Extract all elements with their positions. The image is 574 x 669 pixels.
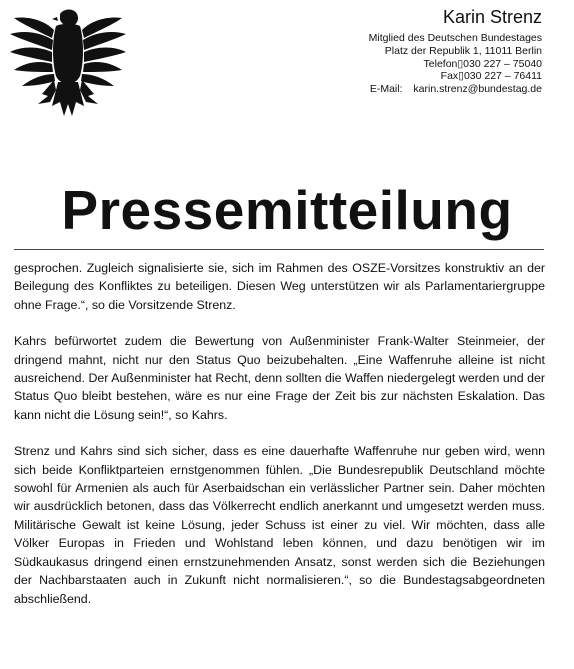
title-divider [14,249,544,250]
sender-fax: Fax▯030 227 – 76411 [440,70,542,83]
federal-eagle-icon [7,6,129,124]
email-address[interactable]: karin.strenz@bundestag.de [413,83,542,96]
document-body [14,259,545,626]
sender-phone: Telefon▯030 227 – 75040 [423,57,542,70]
body-paragraph: Strenz und Kahrs sind sich sicher, dass es eine dauerhafte Waffenruhe nur geben wird, wenn sich beide Konfliktparteien ernstgenommen fühlen. „Die Bundesrepublik Deutschland möchte sowohl für Armenien als auch für Aserbaidschan ein verlässlicher Partner sein. Daher möchten wir ausdrücklich betonen, dass das Völkerrecht endlich anerkannt und umgesetzt werden muss. Militärische Gewalt ist keine Lösung, jeder Schuss ist einer zu viel. Wir möchten, dass alle Völker Europas in Frieden und Wohlstand leben können, und dazu benötigen wir im Südkaukasus dringend einen ernstzunehmenden Ansatz, sonst werden sich die Beziehungen der Nachbarstaaten auch in Zukunft nicht normalisieren.“, so die Bundestagsabgeordneten abschließend. [14,444,545,606]
sender-block [369,7,542,96]
sender-name: Karin Strenz [442,7,542,27]
page-title: Pressemitteilung [61,179,513,241]
body-paragraph: Kahrs befürwortet zudem die Bewertung von Außenminister Frank-Walter Steinmeier, der dringend mahnt, nicht nur den Status Quo beizubehalten. „Eine Waffenruhe alleine ist nicht ausreichend. Der Außenminister hat Recht, denn sollten die Waffen niedergelegt werden und der Status Quo bleibt bestehen, wäre es nur eine Frage der Zeit bis zur nächsten Eskalation. Das kann nicht die Lösung sein!“, so Kahrs. [14,334,545,422]
sender-address: Platz der Republik 1, 11011 Berlin [384,44,542,57]
sender-role: Mitglied des Deutschen Bundestages [368,31,542,44]
body-paragraph: gesprochen. Zugleich signalisierte sie, sich im Rahmen des OSZE-Vorsitzes konstruktiv an der Beilegung des Konfliktes zu beteiligen. Diesen Weg unterstützen wir als Parlamentariergruppe ohne Frage.“, so die Vorsitzende Strenz. [14,261,545,312]
email-label: E-Mail: [369,83,403,96]
sender-email-line [369,83,542,96]
